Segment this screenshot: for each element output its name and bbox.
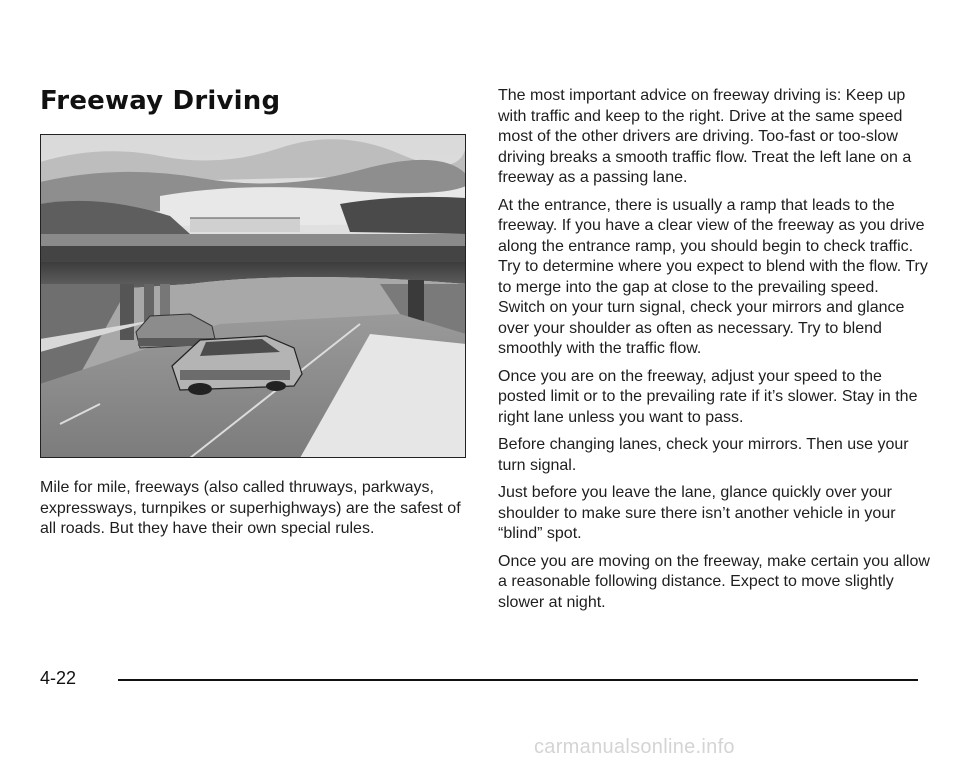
freeway-overpass-illustration (40, 134, 466, 458)
advice-paragraph: Once you are on the freeway, adjust your speed to the posted limit or to the prevailing rate if it’s slower. Stay in the right lane unless you want to pass. (498, 367, 918, 426)
advice-paragraph: Just before you leave the lane, glance quickly over your shoulder to make sure there isn’t another vehicle in your “blind” spot. (498, 484, 896, 542)
footer-rule (118, 679, 918, 681)
freeway-advice-column (498, 86, 930, 620)
page-number: 4-22 (40, 668, 77, 688)
watermark: carmanualsonline.info (534, 736, 735, 758)
advice-paragraph: At the entrance, there is usually a ramp that leads to the freeway. If you have a clear view of the freeway as you drive along the entrance ramp, you should begin to check traffic. Try to determine where you expect to blend with the flow. Try to merge into the gap at close to the prevailing speed. Switch on your turn signal, check your mirrors and glance over your shoulder as often as necessary. Try to blend smoothly with the traffic flow. (498, 196, 928, 357)
advice-paragraph: The most important advice on freeway driving is: Keep up with traffic and keep to the right. Drive at the same speed most of the other drivers are driving. Too-fast or too-slow driving breaks a smooth traffic flow. Treat the left lane on a freeway as a passing lane. (498, 87, 912, 186)
page-title: Freeway Driving (40, 86, 281, 116)
advice-paragraph: Before changing lanes, check your mirrors. Then use your turn signal. (498, 436, 909, 474)
advice-paragraph: Once you are moving on the freeway, make certain you allow a reasonable following distance. Expect to move slightly slower at night. (498, 552, 930, 611)
intro-caption: Mile for mile, freeways (also called thruways, parkways, expressways, turnpikes or superhighways) are the safest of all roads. But they have their own special rules. (40, 479, 461, 537)
